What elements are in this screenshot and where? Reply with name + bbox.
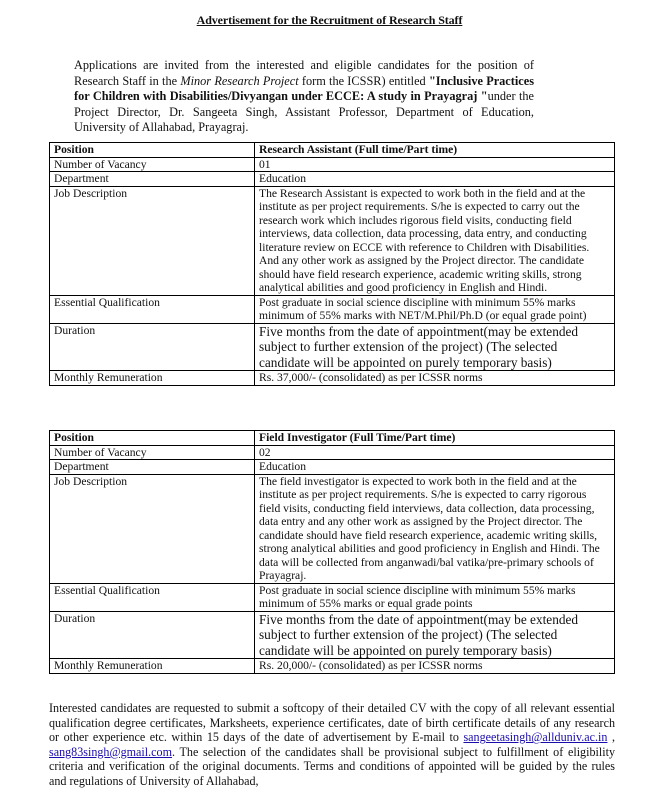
closing-text: , <box>607 730 615 745</box>
table-row <box>50 460 615 475</box>
row-label: Position <box>50 431 255 446</box>
email-link-2[interactable]: sang83singh@gmail.com <box>49 744 172 759</box>
row-label: Department <box>50 460 255 475</box>
row-value: Education <box>255 172 615 187</box>
row-label: Number of Vacancy <box>50 445 255 460</box>
table-row <box>50 295 615 323</box>
email-link-1[interactable]: sangeetasingh@allduniv.ac.in <box>463 730 608 745</box>
row-label: Essential Qualification <box>50 295 255 323</box>
row-value: Five months from the date of appointment(may be extended subject to further extension of the project) (The selected candidate will be appointed on purely temporary basis) <box>255 323 615 371</box>
intro-text: form the ICSSR) entitled <box>298 73 429 88</box>
row-value: The field investigator is expected to work both in the field and at the institute as per project requirements. S/he is expected to carry rigorous field visits, conducting field interviews, data collection, data processing, data entry and any other work as assigned by the Project director. The candidate should have field research experience, academic writing skills, strong analytical abilities and good proficiency in English and Hindi. The data will be collected from anganwadi/bal vatika/pre-primary schools of Prayagraj. <box>255 474 615 583</box>
table-row <box>50 157 615 172</box>
table-row <box>50 371 615 386</box>
row-label: Duration <box>50 611 255 659</box>
row-value: 02 <box>255 445 615 460</box>
table-row <box>50 583 615 611</box>
row-label: Job Description <box>50 474 255 583</box>
intro-text: Applications are invited from the interested and eligible candidates for the position of Research Staff in the <box>74 58 534 88</box>
document-title: Advertisement for the Recruitment of Research Staff <box>196 13 463 27</box>
row-label: Essential Qualification <box>50 583 255 611</box>
table-row <box>50 186 615 295</box>
table-row <box>50 323 615 371</box>
row-label: Position <box>50 143 255 158</box>
table-row <box>50 431 615 446</box>
row-value: Education <box>255 460 615 475</box>
row-value: Rs. 20,000/- (consolidated) as per ICSSR norms <box>255 659 615 674</box>
row-value: Field Investigator (Full Time/Part time) <box>255 431 615 446</box>
intro-paragraph <box>74 58 534 136</box>
closing-paragraph <box>49 701 615 789</box>
closing-text: . The selection of the candidates shall be provisional subject to fulfillment of eligibility criteria and verification of the original documents. Terms and conditions of appointed will be guided by the rules and regulations of University of Allahabad, <box>49 744 615 788</box>
project-title: "Inclusive Practices for Children with Disabilities/Divyangan under ECCE: A study in Prayagraj " <box>74 73 534 103</box>
row-value: The Research Assistant is expected to work both in the field and at the institute as per project requirements. S/he is expected to carry out the research work which includes rigorous field visits, conducting field interviews, data collection, data processing, data entry, and conducting literature review on ECCE with reference to Children with Disabilities. And any other work as assigned by the Project director. The candidate should have field research experience, academic writing skills, strong analytical abilities and good proficiency in English and Hindi. <box>255 186 615 295</box>
row-label: Duration <box>50 323 255 371</box>
table-row <box>50 172 615 187</box>
row-value: Five months from the date of appointment(may be extended subject to further extension of the project) (The selected candidate will be appointed on purely temporary basis) <box>255 611 615 659</box>
table-row <box>50 659 615 674</box>
research-assistant-table <box>49 142 615 386</box>
row-value: Research Assistant (Full time/Part time) <box>255 143 615 158</box>
intro-text: under the Project Director, Dr. Sangeeta Singh, Assistant Professor, Department of Education, University of Allahabad, Prayagraj. <box>74 89 534 134</box>
row-label: Job Description <box>50 186 255 295</box>
row-label: Department <box>50 172 255 187</box>
project-type: Minor Research Project <box>180 73 299 88</box>
closing-text: Interested candidates are requested to submit a softcopy of their detailed CV with the copy of all relevant essential qualification degree certificates, Marksheets, experience certificates, date of birth certificate details of any research or other experience etc. within 15 days of the date of advertisement by E-mail to <box>49 701 615 745</box>
row-label: Number of Vacancy <box>50 157 255 172</box>
row-value: Post graduate in social science discipline with minimum 55% marks minimum of 55% marks or equal grade points <box>255 583 615 611</box>
row-value: Post graduate in social science discipline with minimum 55% marks minimum of 55% marks with NET/M.Phil/Ph.D (or equal grade point) <box>255 295 615 323</box>
row-label: Monthly Remuneration <box>50 659 255 674</box>
table-row <box>50 445 615 460</box>
table-row <box>50 474 615 583</box>
row-value: 01 <box>255 157 615 172</box>
row-value: Rs. 37,000/- (consolidated) as per ICSSR norms <box>255 371 615 386</box>
table-row <box>50 143 615 158</box>
field-investigator-table <box>49 430 615 674</box>
row-label: Monthly Remuneration <box>50 371 255 386</box>
table-row <box>50 611 615 659</box>
